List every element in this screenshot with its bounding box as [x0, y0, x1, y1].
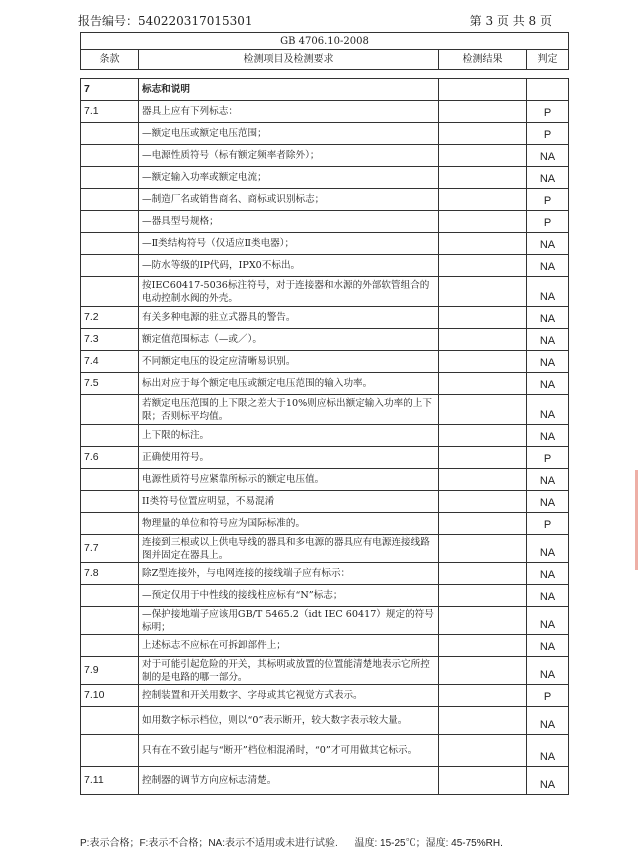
- row-clause: [81, 211, 139, 233]
- table-row: [81, 277, 569, 307]
- row-item: 电源性质符号应紧靠所标示的额定电压值。: [139, 469, 439, 491]
- row-verdict: NA: [527, 307, 569, 329]
- table-row: [81, 189, 569, 211]
- row-item: 上下限的标注。: [139, 425, 439, 447]
- row-clause: [81, 707, 139, 735]
- row-verdict: P: [527, 189, 569, 211]
- row-result: [439, 373, 527, 395]
- row-clause: [81, 469, 139, 491]
- table-row: [81, 101, 569, 123]
- row-item: —防水等级的IP代码，IPX0不标出。: [139, 255, 439, 277]
- section-clause: 7: [81, 79, 139, 101]
- col-header-verdict: 判定: [527, 50, 569, 70]
- row-item: 只有在不致引起与“断开”档位相混淆时，“0”才可用做其它标示。: [139, 735, 439, 767]
- table-row: [81, 513, 569, 535]
- row-result: [439, 707, 527, 735]
- row-item: 正确使用符号。: [139, 447, 439, 469]
- row-verdict: NA: [527, 373, 569, 395]
- row-clause: [81, 123, 139, 145]
- row-result: [439, 563, 527, 585]
- row-clause: [81, 145, 139, 167]
- row-verdict: NA: [527, 351, 569, 373]
- row-item: 标出对应于每个额定电压或额定电压范围的输入功率。: [139, 373, 439, 395]
- row-item: 除Z型连接外，与电网连接的接线端子应有标示：: [139, 563, 439, 585]
- row-result: [439, 351, 527, 373]
- section-result: [439, 79, 527, 101]
- table-row: [81, 211, 569, 233]
- row-result: [439, 513, 527, 535]
- standard-number: GB 4706.10-2008: [81, 33, 569, 50]
- table-row: [81, 563, 569, 585]
- row-clause: [81, 395, 139, 425]
- row-result: [439, 277, 527, 307]
- row-clause: 7.11: [81, 767, 139, 795]
- row-item: 不同额定电压的设定应清晰易识别。: [139, 351, 439, 373]
- row-clause: [81, 189, 139, 211]
- row-verdict: P: [527, 211, 569, 233]
- row-result: [439, 585, 527, 607]
- row-result: [439, 535, 527, 563]
- row-result: [439, 329, 527, 351]
- table-row: [81, 233, 569, 255]
- table-row: [81, 167, 569, 189]
- row-clause: [81, 233, 139, 255]
- row-clause: 7.9: [81, 657, 139, 685]
- row-item: 有关多种电源的驻立式器具的警告。: [139, 307, 439, 329]
- row-verdict: P: [527, 685, 569, 707]
- row-clause: 7.1: [81, 101, 139, 123]
- row-item: II类符号位置应明显，不易混淆: [139, 491, 439, 513]
- row-verdict: NA: [527, 233, 569, 255]
- row-clause: [81, 425, 139, 447]
- table-row: [81, 707, 569, 735]
- section-verdict: [527, 79, 569, 101]
- row-clause: 7.4: [81, 351, 139, 373]
- row-item: 控制器的调节方向应标志清楚。: [139, 767, 439, 795]
- seal-edge: [619, 470, 638, 570]
- table-row: [81, 395, 569, 425]
- inspection-table: [80, 32, 569, 795]
- row-result: [439, 307, 527, 329]
- table-row: [81, 657, 569, 685]
- row-item: 物理量的单位和符号应为国际标准的。: [139, 513, 439, 535]
- row-item: 额定值范围标志（—或／）。: [139, 329, 439, 351]
- row-clause: [81, 491, 139, 513]
- row-item: 上述标志不应标在可拆卸部件上；: [139, 635, 439, 657]
- row-item: 控制装置和开关用数字、字母或其它视觉方式表示。: [139, 685, 439, 707]
- row-result: [439, 395, 527, 425]
- table-row: [81, 255, 569, 277]
- row-result: [439, 491, 527, 513]
- row-clause: 7.2: [81, 307, 139, 329]
- row-clause: 7.3: [81, 329, 139, 351]
- row-result: [439, 657, 527, 685]
- row-verdict: NA: [527, 395, 569, 425]
- row-verdict: NA: [527, 585, 569, 607]
- row-clause: 7.7: [81, 535, 139, 563]
- table-row: [81, 351, 569, 373]
- row-clause: [81, 635, 139, 657]
- row-verdict: NA: [527, 425, 569, 447]
- row-verdict: NA: [527, 491, 569, 513]
- row-result: [439, 145, 527, 167]
- row-clause: [81, 167, 139, 189]
- row-verdict: NA: [527, 735, 569, 767]
- footer: [80, 834, 503, 849]
- table-row: [81, 585, 569, 607]
- row-verdict: NA: [527, 707, 569, 735]
- row-clause: [81, 735, 139, 767]
- row-verdict: P: [527, 513, 569, 535]
- table-row: [81, 307, 569, 329]
- row-item: 如用数字标示档位，则以“0”表示断开，较大数字表示较大量。: [139, 707, 439, 735]
- row-verdict: P: [527, 447, 569, 469]
- row-item: —Ⅱ类结构符号（仅适应Ⅱ类电器）；: [139, 233, 439, 255]
- row-result: [439, 233, 527, 255]
- row-clause: 7.8: [81, 563, 139, 585]
- footer-conditions: 温度: 15-25℃；湿度: 45-75%RH.: [354, 838, 503, 849]
- row-verdict: NA: [527, 277, 569, 307]
- row-verdict: NA: [527, 469, 569, 491]
- row-result: [439, 425, 527, 447]
- row-verdict: NA: [527, 535, 569, 563]
- row-verdict: NA: [527, 563, 569, 585]
- table-spacer: [81, 70, 569, 79]
- row-verdict: NA: [527, 607, 569, 635]
- row-result: [439, 735, 527, 767]
- table-row: [81, 123, 569, 145]
- row-result: [439, 635, 527, 657]
- table-row: [81, 425, 569, 447]
- row-result: [439, 123, 527, 145]
- row-verdict: NA: [527, 635, 569, 657]
- row-item: 对于可能引起危险的开关，其标明或放置的位置能清楚地表示它所控制的是电路的哪一部分。: [139, 657, 439, 685]
- row-result: [439, 607, 527, 635]
- row-clause: 7.6: [81, 447, 139, 469]
- row-result: [439, 447, 527, 469]
- row-item: —器具型号规格；: [139, 211, 439, 233]
- row-clause: [81, 607, 139, 635]
- section-title: 标志和说明: [139, 79, 439, 101]
- row-result: [439, 469, 527, 491]
- row-item: —额定输入功率或额定电流；: [139, 167, 439, 189]
- row-verdict: NA: [527, 767, 569, 795]
- col-header-result: 检测结果: [439, 50, 527, 70]
- row-clause: [81, 255, 139, 277]
- row-item: 按IEC60417-5036标注符号，对于连接器和水源的外部软管组合的电动控制水阀的外壳。: [139, 277, 439, 307]
- row-item: —电源性质符号（标有额定频率者除外）；: [139, 145, 439, 167]
- row-clause: [81, 277, 139, 307]
- col-header-clause: 条款: [81, 50, 139, 70]
- row-item: —额定电压或额定电压范围；: [139, 123, 439, 145]
- table-row: [81, 685, 569, 707]
- table-row: [81, 735, 569, 767]
- table-row: [81, 329, 569, 351]
- row-clause: 7.10: [81, 685, 139, 707]
- row-verdict: NA: [527, 329, 569, 351]
- row-result: [439, 167, 527, 189]
- table-row: [81, 635, 569, 657]
- row-result: [439, 255, 527, 277]
- row-verdict: NA: [527, 167, 569, 189]
- table-row: [81, 145, 569, 167]
- row-verdict: NA: [527, 145, 569, 167]
- row-clause: 7.5: [81, 373, 139, 395]
- page-info: 第 3 页 共 8 页: [469, 14, 552, 28]
- row-verdict: P: [527, 101, 569, 123]
- footer-legend: P:表示合格；F:表示不合格；NA:表示不适用或未进行试验.: [80, 838, 338, 849]
- table-row: [81, 447, 569, 469]
- row-item: 器具上应有下列标志：: [139, 101, 439, 123]
- table-row: [81, 373, 569, 395]
- row-item: —保护接地端子应该用GB/T 5465.2（idt IEC 60417）规定的符号标明；: [139, 607, 439, 635]
- row-clause: [81, 585, 139, 607]
- col-header-item: 检测项目及检测要求: [139, 50, 439, 70]
- table-row: [81, 491, 569, 513]
- row-verdict: P: [527, 123, 569, 145]
- row-result: [439, 211, 527, 233]
- row-item: —预定仅用于中性线的接线柱应标有“N”标志；: [139, 585, 439, 607]
- table-row: [81, 535, 569, 563]
- row-item: —制造厂名或销售商名、商标或识别标志；: [139, 189, 439, 211]
- table-row: [81, 469, 569, 491]
- row-result: [439, 685, 527, 707]
- report-number: 报告编号：540220317015301: [78, 14, 253, 28]
- row-clause: [81, 513, 139, 535]
- row-item: 连接到三根或以上供电导线的器具和多电源的器具应有电源连接线路图并固定在器具上。: [139, 535, 439, 563]
- row-item: 若额定电压范围的上下限之差大于10%则应标出额定输入功率的上下限；否则标平均值。: [139, 395, 439, 425]
- row-verdict: NA: [527, 657, 569, 685]
- row-result: [439, 189, 527, 211]
- table-row: [81, 767, 569, 795]
- table-row: [81, 607, 569, 635]
- row-result: [439, 767, 527, 795]
- row-verdict: NA: [527, 255, 569, 277]
- row-result: [439, 101, 527, 123]
